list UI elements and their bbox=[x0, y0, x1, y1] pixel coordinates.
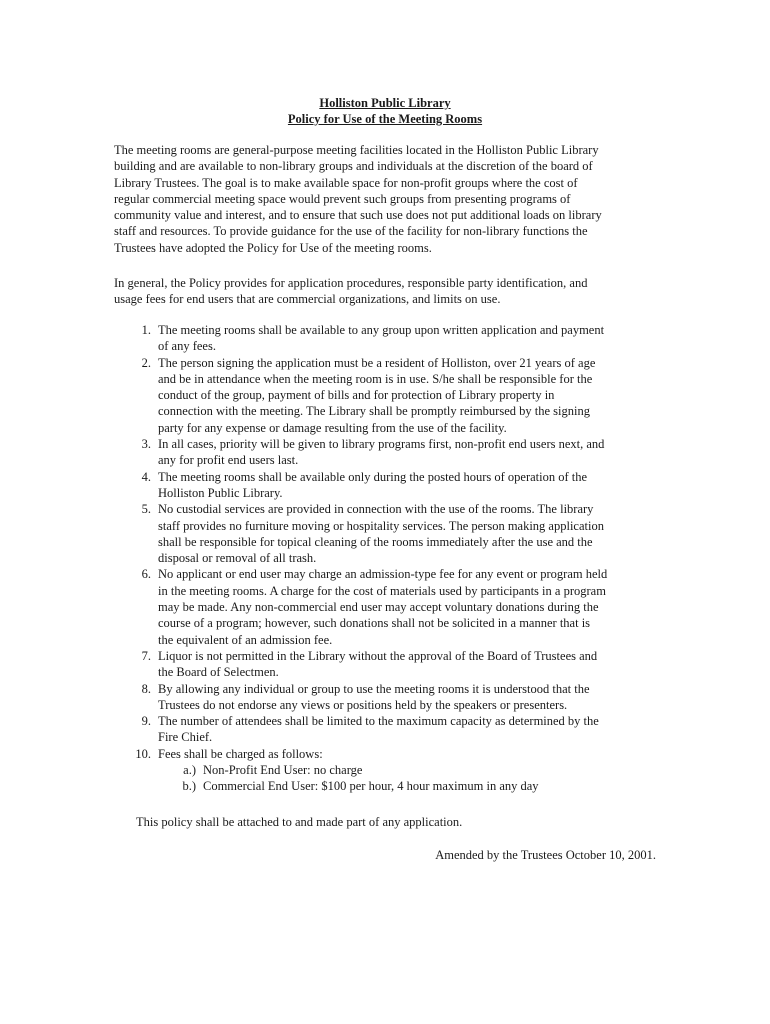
text-line: No applicant or end user may charge an admission-type fee for any event or program held bbox=[158, 567, 608, 582]
text-line: The meeting rooms are general-purpose meeting facilities located in the Holliston Public Library bbox=[114, 143, 599, 157]
policy-item-number: 4. bbox=[141, 469, 151, 484]
text-line: staff and resources. To provide guidance for the use of the facility for non-library functions the bbox=[114, 224, 588, 239]
text-line: usage fees for end users that are commercial organizations, and limits on use. bbox=[114, 292, 501, 307]
fee-item-letter: b.) bbox=[182, 779, 196, 794]
text-line: shall be responsible for topical cleaning of the rooms immediately after the use and the bbox=[158, 534, 593, 549]
text-line: Fees shall be charged as follows: bbox=[158, 746, 323, 761]
policy-list bbox=[114, 322, 659, 795]
text-line: The number of attendees shall be limited to the maximum capacity as determined by the bbox=[158, 714, 599, 729]
text-line: Liquor is not permitted in the Library without the approval of the Board of Trustees and bbox=[158, 648, 598, 663]
text-line: may be made. Any non-commercial end user may accept voluntary donations during the bbox=[158, 600, 599, 615]
text-line: party for any expense or damage resulting from the use of the facility. bbox=[158, 420, 507, 435]
text-line: The meeting rooms shall be available only during the posted hours of operation of the bbox=[158, 469, 588, 484]
text-line: By allowing any individual or group to use the meeting rooms it is understood that the bbox=[158, 681, 590, 696]
policy-item-number: 10. bbox=[135, 746, 151, 761]
fee-item-text: Non-Profit End User: no charge bbox=[203, 763, 363, 778]
policy-item-number: 7. bbox=[141, 648, 151, 663]
policy-item bbox=[114, 648, 659, 681]
text-line: conduct of the group, payment of bills and for protection of Library property in bbox=[158, 388, 555, 403]
policy-item bbox=[114, 355, 659, 436]
text-line: in the meeting rooms. A charge for the cost of materials used by participants in a program bbox=[158, 583, 606, 598]
text-line: regular commercial meeting space would prevent such groups from presenting programs of bbox=[114, 191, 571, 206]
policy-item-number: 1. bbox=[141, 323, 151, 337]
text-line: Fire Chief. bbox=[158, 730, 213, 745]
closing-statement: This policy shall be attached to and made part of any application. bbox=[136, 815, 463, 829]
text-line: No custodial services are provided in connection with the use of the rooms. The library bbox=[158, 502, 594, 517]
policy-item-number: 2. bbox=[141, 355, 151, 370]
document-title: Holliston Public Library bbox=[319, 96, 451, 110]
policy-item-number: 8. bbox=[141, 681, 151, 696]
text-line: the equivalent of an admission fee. bbox=[158, 632, 333, 647]
fee-item-text: Commercial End User: $100 per hour, 4 hour maximum in any day bbox=[203, 779, 539, 794]
text-line: In general, the Policy provides for application procedures, responsible party identification, and bbox=[114, 276, 588, 290]
fee-item bbox=[114, 762, 659, 778]
text-line: any for profit end users last. bbox=[158, 453, 299, 468]
policy-item bbox=[114, 566, 659, 647]
fee-item-letter: a.) bbox=[183, 763, 196, 778]
text-line: In all cases, priority will be given to library programs first, non-profit end users next, and bbox=[158, 437, 605, 452]
text-line: Library Trustees. The goal is to make available space for non-profit groups where the cost of bbox=[114, 175, 578, 190]
intro-paragraph bbox=[114, 142, 659, 256]
text-line: and be in attendance when the meeting room is in use. S/he shall be responsible for the bbox=[158, 371, 593, 386]
document-subtitle: Policy for Use of the Meeting Rooms bbox=[287, 112, 483, 126]
amendment-note: Amended by the Trustees October 10, 2001. bbox=[435, 848, 656, 862]
text-line: connection with the meeting. The Library shall be promptly reimbursed by the signing bbox=[158, 404, 590, 419]
policy-item bbox=[114, 501, 659, 566]
text-line: Trustees have adopted the Policy for Use of the meeting rooms. bbox=[114, 240, 432, 255]
text-line: building and are available to non-library groups and individuals at the discretion of the board of bbox=[114, 159, 593, 174]
text-line: Holliston Public Library. bbox=[158, 485, 283, 500]
policy-item bbox=[114, 713, 659, 746]
text-line: course of a program; however, such donations shall not be solicited in a manner that is bbox=[158, 616, 591, 631]
policy-item-number: 9. bbox=[141, 714, 151, 729]
fee-item bbox=[114, 778, 659, 794]
text-line: staff provides no furniture moving or hospitality services. The person making application bbox=[158, 518, 604, 533]
policy-item-number: 3. bbox=[141, 437, 151, 452]
policy-item bbox=[114, 746, 659, 762]
policy-item bbox=[114, 322, 659, 355]
text-line: disposal or removal of all trash. bbox=[158, 551, 317, 566]
text-line: community value and interest, and to ensure that such use does not put additional loads on library bbox=[114, 208, 602, 223]
text-line: The person signing the application must be a resident of Holliston, over 21 years of age bbox=[158, 355, 596, 370]
policy-item bbox=[114, 436, 659, 469]
text-line: The meeting rooms shall be available to any group upon written application and payment bbox=[158, 323, 605, 337]
policy-item-number: 6. bbox=[141, 567, 151, 582]
summary-paragraph bbox=[114, 275, 659, 308]
text-line: the Board of Selectmen. bbox=[158, 665, 279, 680]
policy-item bbox=[114, 681, 659, 714]
text-line: Trustees do not endorse any views or positions held by the speakers or presenters. bbox=[158, 697, 568, 712]
policy-item bbox=[114, 469, 659, 502]
text-line: of any fees. bbox=[158, 339, 216, 354]
policy-item-number: 5. bbox=[141, 502, 151, 517]
